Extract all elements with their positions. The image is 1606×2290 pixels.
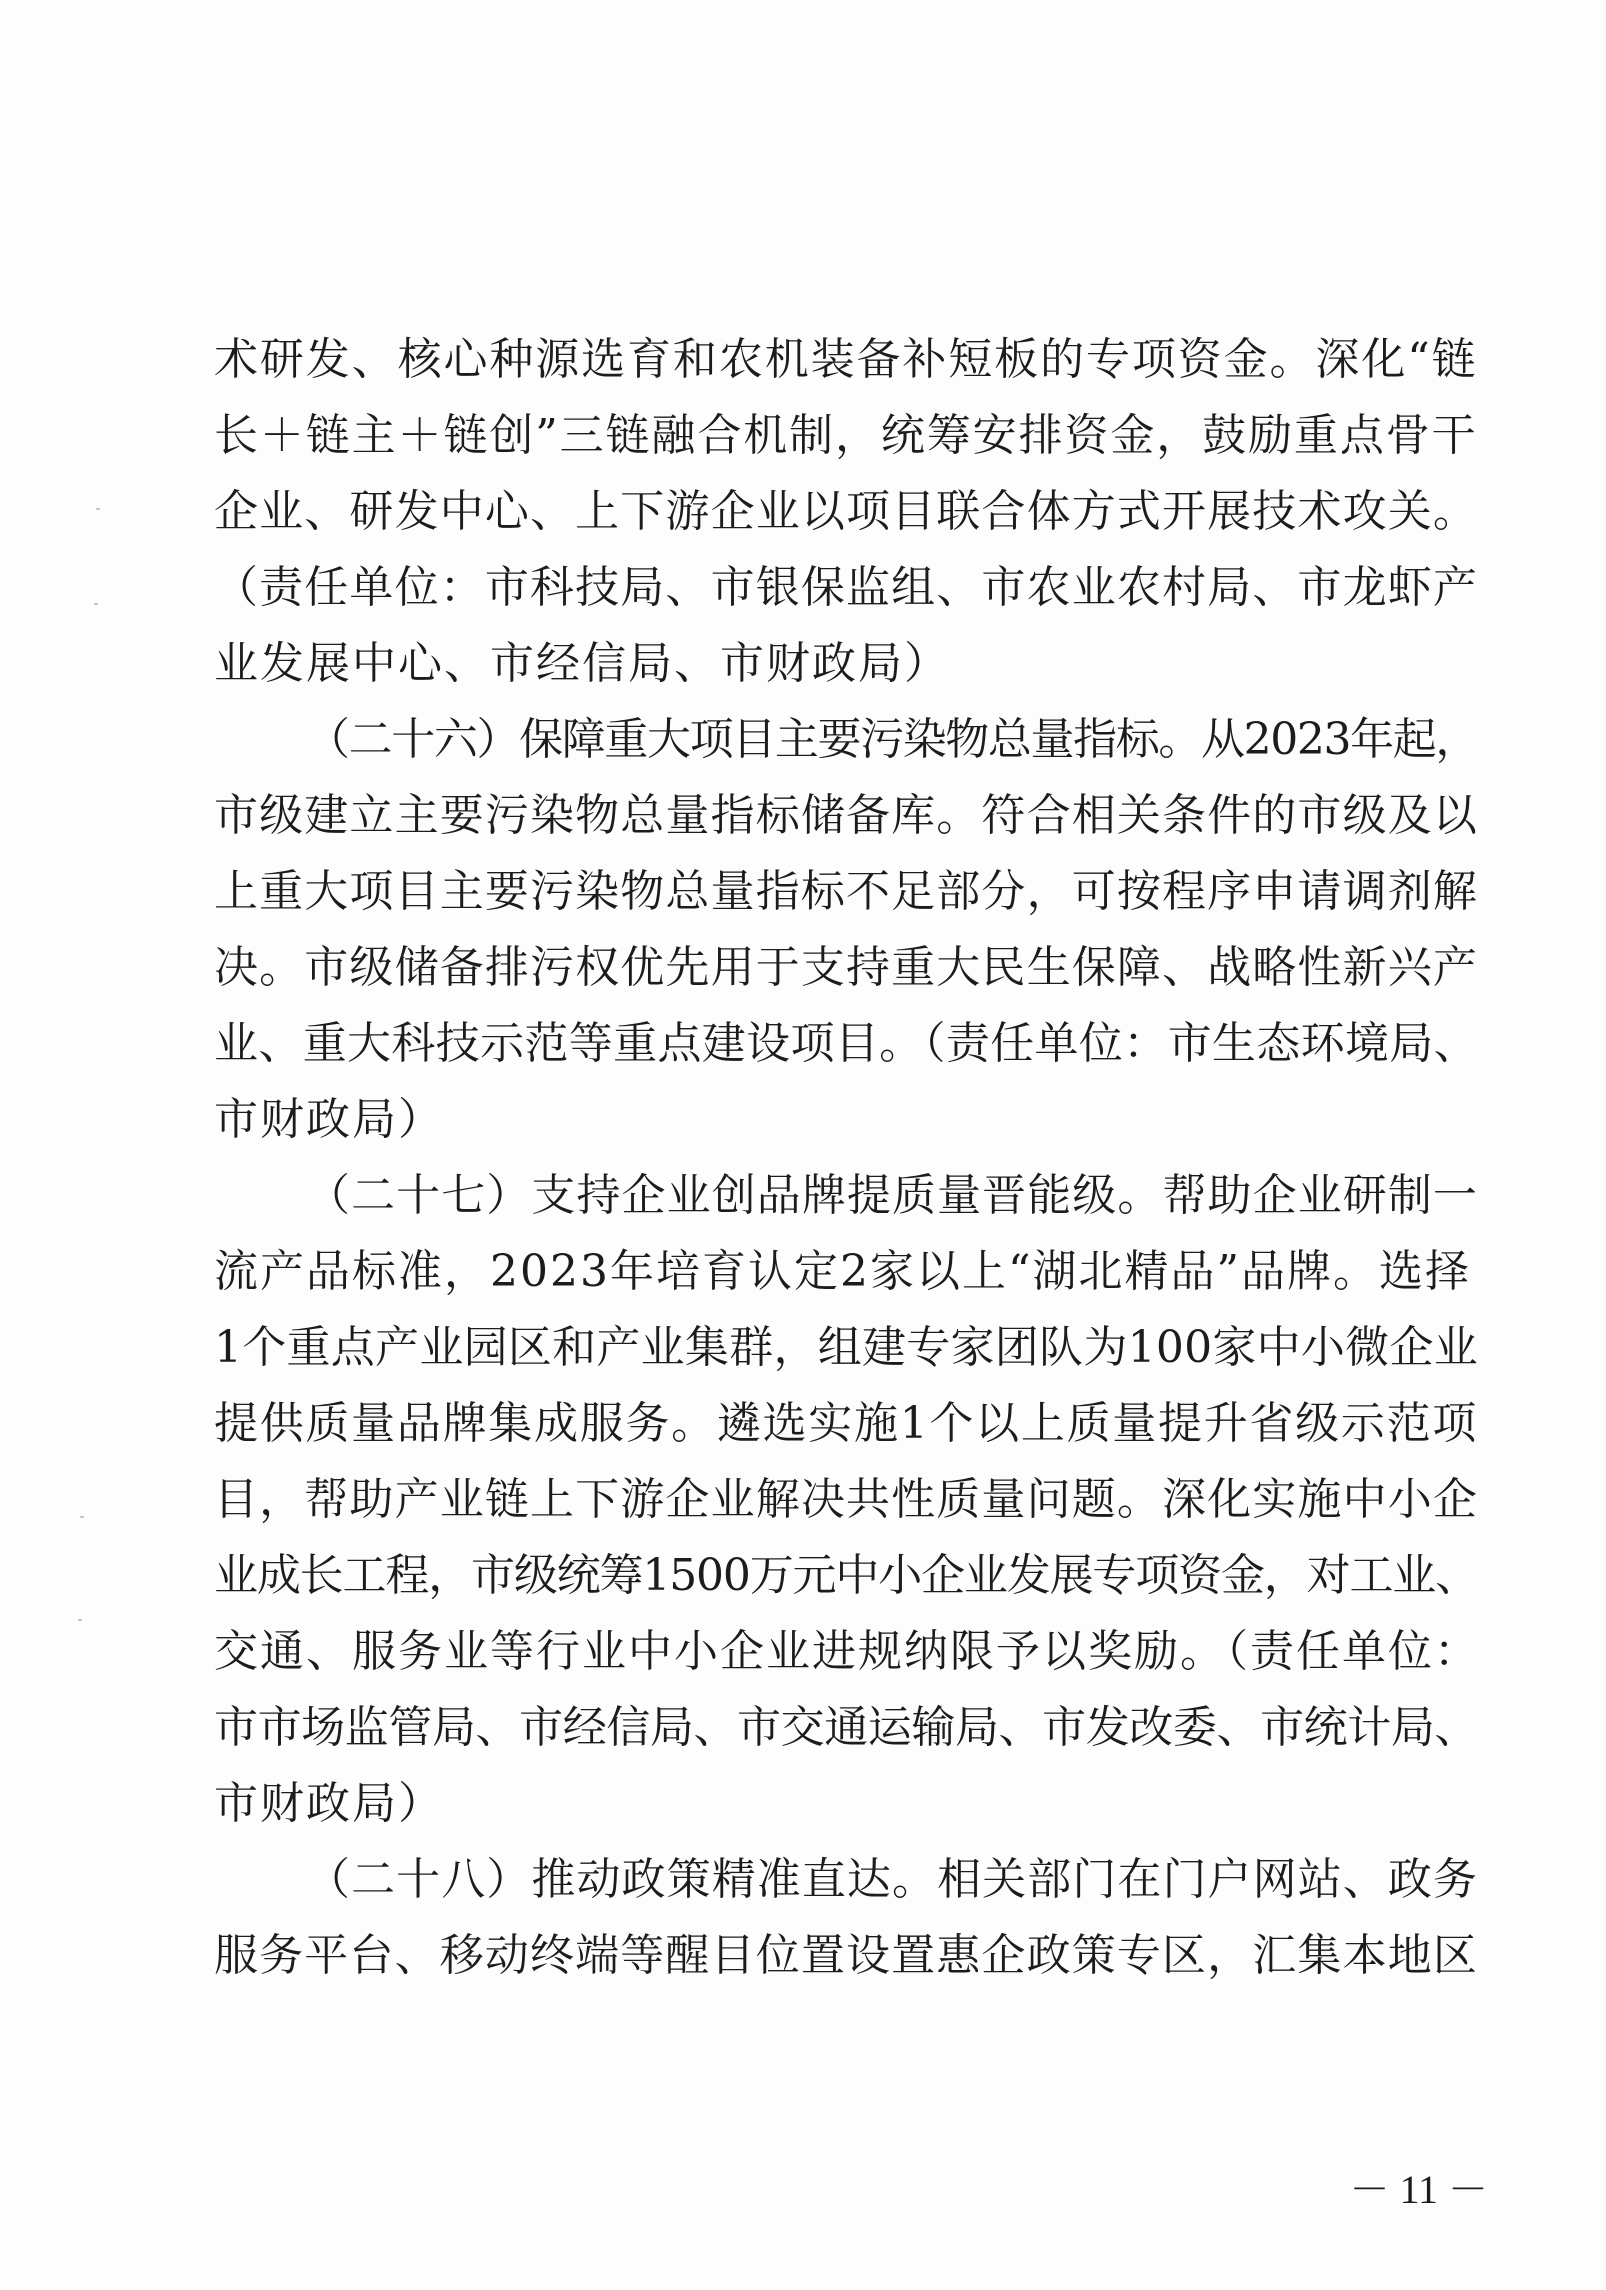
text-line: 业成长工程，市级统筹1500万元中小企业发展专项资金，对工业、 <box>214 1550 1478 1601</box>
text-line: 交通、服务业等行业中小企业进规纳限予以奖励。（责任单位： <box>214 1626 1480 1677</box>
scan-speck <box>94 603 98 605</box>
text-line: 企业、研发中心、上下游企业以项目联合体方式开展技术攻关。 <box>214 486 1478 537</box>
scan-speck <box>80 1516 84 1518</box>
text-line: 1个重点产业园区和产业集群，组建专家团队为100家中小微企业 <box>214 1322 1478 1373</box>
text-line: （责任单位：市科技局、市银保监组、市农业农村局、市龙虾产 <box>214 562 1478 613</box>
scan-speck <box>78 1619 82 1621</box>
scan-speck <box>96 508 100 510</box>
text-line: 市财政局） <box>214 1778 444 1829</box>
text-line: 目，帮助产业链上下游企业解决共性质量问题。深化实施中小企 <box>214 1474 1478 1525</box>
text-line: 长＋链主＋链创”三链融合机制，统筹安排资金，鼓励重点骨干 <box>214 410 1478 461</box>
text-line: 上重大项目主要污染物总量指标不足部分，可按程序申请调剂解 <box>214 866 1478 917</box>
paragraph-heading-26: （二十六）保障重大项目主要污染物总量指标。从2023年起， <box>306 714 1478 765</box>
paragraph-heading-28: （二十八）推动政策精准直达。相关部门在门户网站、政务 <box>306 1854 1478 1905</box>
text-line: 流产品标准，2023年培育认定2家以上“湖北精品”品牌。选择 <box>214 1246 1471 1297</box>
text-line: 服务平台、移动终端等醒目位置设置惠企政策专区，汇集本地区 <box>214 1930 1478 1981</box>
text-line: 提供质量品牌集成服务。遴选实施1个以上质量提升省级示范项 <box>214 1398 1478 1449</box>
paragraph-heading-27: （二十七）支持企业创品牌提质量晋能级。帮助企业研制一 <box>306 1170 1478 1221</box>
text-line: 市市场监管局、市经信局、市交通运输局、市发改委、市统计局、 <box>214 1702 1478 1753</box>
text-line: 业发展中心、市经信局、市财政局） <box>214 638 950 689</box>
page-number: － 11 － <box>1349 2167 1488 2212</box>
text-line: 决。市级储备排污权优先用于支持重大民生保障、战略性新兴产 <box>214 942 1478 993</box>
text-line: 市级建立主要污染物总量指标储备库。符合相关条件的市级及以 <box>214 790 1478 841</box>
text-line: 业、重大科技示范等重点建设项目。（责任单位：市生态环境局、 <box>214 1018 1478 1069</box>
text-line: 市财政局） <box>214 1094 444 1145</box>
text-line: 术研发、核心种源选育和农机装备补短板的专项资金。深化“链 <box>214 334 1478 385</box>
